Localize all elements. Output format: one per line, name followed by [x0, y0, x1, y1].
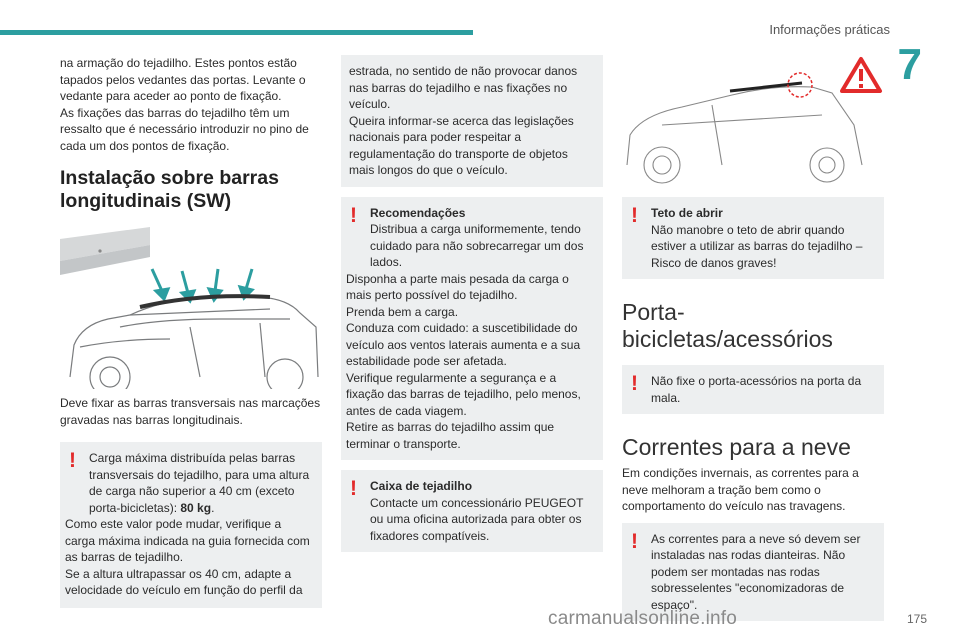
- chapter-number: 7: [897, 40, 922, 89]
- exclamation-icon: !: [350, 203, 357, 227]
- paragraph: Deve fixar as barras transversais nas marcações gravadas nas barras longitudinais.: [60, 396, 321, 427]
- warning-text: Como este valor pode mudar, verifique a carga máxima indicada na guia fornecida com as barras de tejadilho.: [65, 517, 310, 564]
- snow-chains-warning: [622, 523, 884, 622]
- figure-roof-bars-sw: [60, 227, 322, 389]
- box-title: Recomendações: [370, 205, 466, 220]
- box-text: Não fixe o porta-acessórios na porta da mala.: [651, 374, 862, 405]
- heading-bike-carriers: Porta-bicicletas/acessórios: [622, 299, 833, 352]
- box-text: Disponha a parte mais pesada da carga o mais perto possível do tejadilho.: [346, 271, 569, 302]
- box-text: estrada, no sentido de não provocar danos nas barras do tejadilho e nas fixações no veículo.: [349, 64, 578, 111]
- punctuation: .: [211, 500, 215, 515]
- box-text: Retire as barras do tejadilho assim que terminar o transporte.: [346, 420, 555, 451]
- box-text: Não manobre o teto de abrir quando estiver a utilizar as barras do tejadilho – Risco de danos graves!: [651, 222, 863, 270]
- recommendations-box: [341, 197, 603, 461]
- paragraph: Em condições invernais, as correntes para a neve melhoram a tração bem como o comportamento do veículo nas travagens.: [622, 466, 859, 513]
- warning-box-continued: [341, 55, 603, 187]
- box-text: As correntes para a neve só devem ser instaladas nas rodas dianteiras. Não podem ser montadas nas rodas sobresselentes "economizadoras de espaço".: [651, 531, 861, 612]
- warning-text: Se a altura ultrapassar os 40 cm, adapte a velocidade do veículo em função do perfil da: [65, 566, 303, 597]
- exclamation-icon: !: [350, 477, 357, 500]
- box-text: Distribua a carga uniformemente, tendo cuidado para não sobrecarregar um dos lados.: [370, 222, 584, 269]
- column-3: [622, 55, 884, 621]
- paragraph: As fixações das barras do tejadilho têm um ressalto que é necessário introduzir no pino de cada um dos pontos de fixação.: [60, 105, 309, 153]
- sunroof-warning-box: [622, 197, 884, 279]
- section-title: Informações práticas: [769, 22, 890, 37]
- box-title: Caixa de tejadilho: [370, 479, 473, 493]
- column-2: [341, 55, 603, 552]
- heading-snow-chains: Correntes para a neve: [622, 434, 851, 460]
- box-title: Teto de abrir: [651, 206, 723, 220]
- header-accent-bar: [0, 30, 473, 35]
- paragraph: na armação do tejadilho. Estes pontos estão tapados pelos vedantes das portas. Levante o vedante para aceder ao ponto de fixação.: [60, 56, 306, 103]
- box-text: Prenda bem a carga.: [346, 304, 459, 319]
- figure-sunroof: [622, 55, 884, 185]
- warning-text: Carga máxima distribuída pelas barras transversais do tejadilho, para uma altura de carga não superior a 40 cm (exceto porta-bicicletas):: [89, 451, 310, 515]
- box-text: Queira informar-se acerca das legislações nacionais para poder respeitar a regulamentação do transporte de objetos mais longos do que o veículo.: [349, 113, 574, 177]
- page-number: 175: [906, 612, 927, 626]
- heading-longitudinal-bars: Instalação sobre barras longitudinais (SW): [60, 167, 279, 212]
- max-load-value: 80 kg: [180, 500, 212, 515]
- exclamation-icon: !: [631, 529, 638, 553]
- box-text: Conduza com cuidado: a suscetibilidade do veículo aos ventos laterais aumenta e a sua estabilidade pode ser afetada.: [346, 321, 581, 368]
- exclamation-icon: !: [631, 204, 638, 227]
- exclamation-icon: !: [631, 372, 638, 395]
- watermark: carmanualsonline.info: [548, 608, 738, 629]
- box-text: Contacte um concessionário PEUGEOT ou uma oficina autorizada para obter os fixadores compatíveis.: [370, 495, 584, 543]
- roof-box-warning: [341, 470, 603, 552]
- warning-box-max-load: [60, 442, 322, 608]
- bike-carrier-warning: [622, 365, 884, 414]
- box-text: Verifique regularmente a segurança e a fixação das barras de tejadilho, pelo menos, antes de cada viagem.: [346, 370, 581, 418]
- exclamation-icon: !: [69, 449, 76, 472]
- warning-triangle-icon: [842, 59, 880, 91]
- column-1: [60, 55, 322, 608]
